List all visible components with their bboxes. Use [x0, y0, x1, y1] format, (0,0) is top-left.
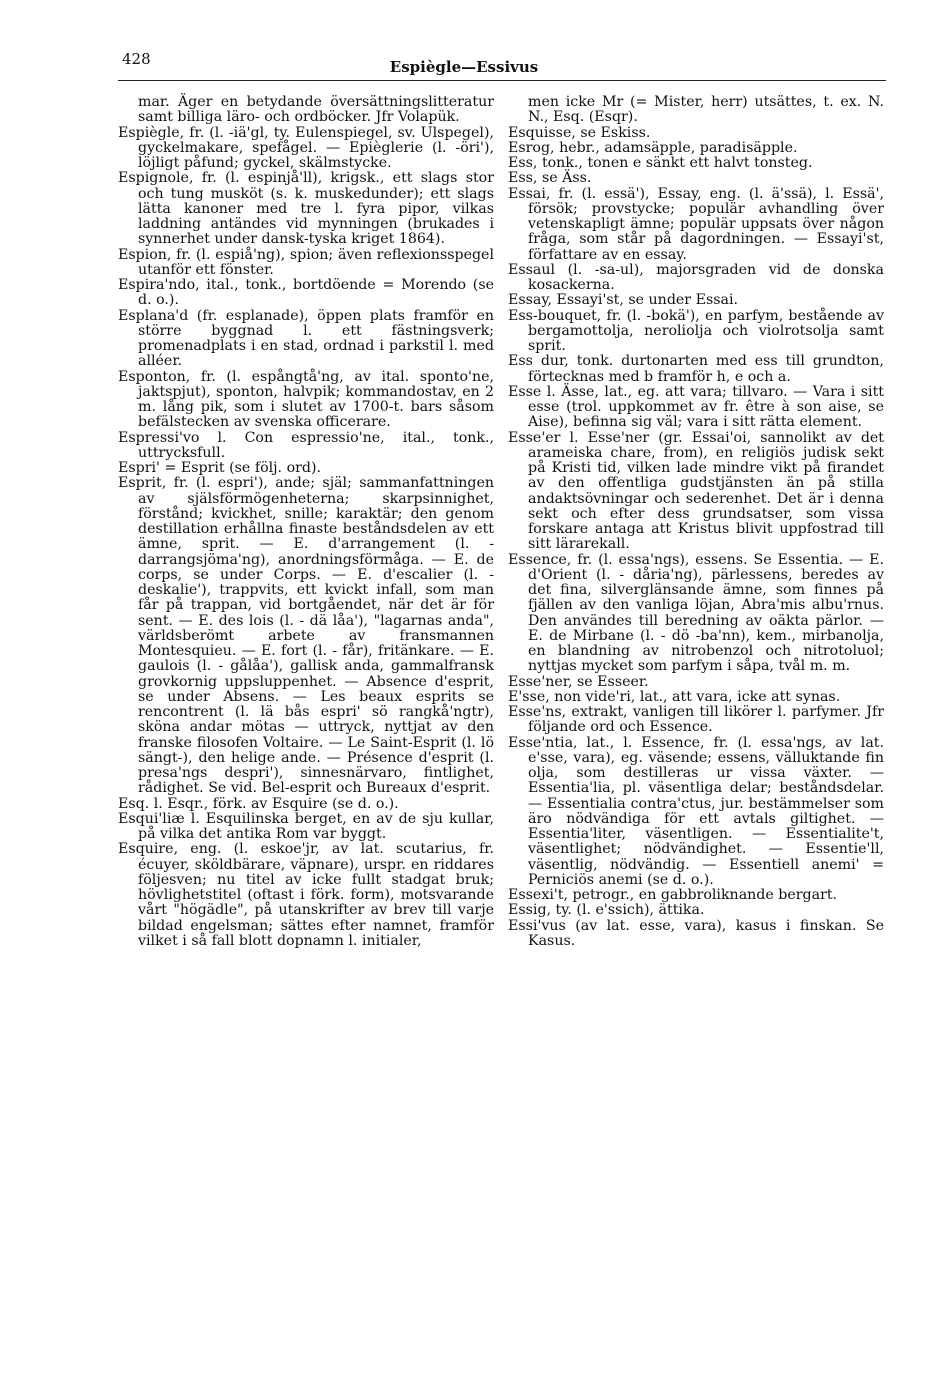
dictionary-entry: Essig, ty. (l. e'ssich), ättika.	[508, 902, 705, 919]
dictionary-entry: Ess, se Äss.	[508, 170, 592, 187]
dictionary-entry: Essai, fr. (l. essä'), Essay, eng. (l. ä'ssä), l. Essä', försök; provstycke; populär avhandling över vetenskapligt ämne; populär uppsats över någon fråga, som står på dagordningen. — Essayi'st, författare av en essay.	[508, 185, 884, 263]
dictionary-entry: Esse'ntia, lat., l. Essence, fr. (l. essa'ngs, av lat. e'sse, vara), eg. väsende; essens, välluktande fin olja, som destilleras ur vissa växter. — Essentia'lia, pl. väsentliga delar; beståndsdelar. — Essentialia contra'ctus, jur. bestämmelser som äro nödvändiga för ett avtals giltighet. — Essentia'liter, väsentligen. — Essentialite't, väsentlighet; nödvändighet. — Essentie'll, väsentlig, nödvändig. — Essentiell anemi' = Perniciös anemi (se d. o.).	[508, 734, 884, 888]
dictionary-entry: Espiègle, fr. (l. -iä'gl, ty. Eulenspiegel, sv. Ulspegel), gyckelmakare, spefågel. — Epièglerie (l. -öri'), löjligt påfund; gyckel, skälmstycke.	[118, 124, 494, 171]
dictionary-entry: Esquisse, se Eskiss.	[508, 124, 651, 141]
page-number: 428	[122, 50, 151, 68]
left-column	[118, 95, 494, 949]
dictionary-entry: Essence, fr. (l. essa'ngs), essens. Se Essentia. — E. d'Orient (l. - dåria'ng), pärlessens, beredes av det fina, silverglänsande ämne, som finnes på fjällen av den vanliga löjan, Abra'mis albu'rnus. Den användes till beredning av oäkta pärlor. — E. de Mirbane (l. - dö -ba'nn), kem., mirbanolja, en blandning av nitrobenzol och nitrotoluol; nyttjas mycket som parfym i såpa, tvål m. m.	[508, 551, 884, 675]
running-head: Espiègle—Essivus	[389, 58, 539, 76]
right-column	[508, 95, 884, 949]
dictionary-entry: Esponton, fr. (l. espångtå'ng, av ital. sponto'ne, jaktspjut), sponton, halvpik; kommandostav, en 2 m. lång pik, som i slutet av 1700-t. bars såsom befälstecken av svenska officerare.	[118, 368, 494, 431]
dictionary-entry: Essaul (l. -sa-ul), majorsgraden vid de donska kosackerna.	[508, 261, 884, 293]
dictionary-entry: Esprit, fr. (l. espri'), ande; själ; sammanfattningen av själsförmögenheterna; skarpsinnighet, förstånd; kvickhet, snille; karaktär; den genom destillation erhållna finaste beståndsdelen av ett ämne, sprit. — E. d'arrangement (l. - darrangsjöma'ng), anordningsförmåga. — E. de corps, se under Corps. — E. d'escalier (l. - deskalie'), trappvits, ett kvickt infall, som man får på trappan, vid bortgåendet, när det är för sent. — E. des lois (l. - dä låa'), "lagarnas anda", världsberömt arbete av fransmannen Montesquieu. — E. fort (l. - får), fritänkare. — E. gaulois (l. - gålåa'), gallisk anda, gammalfransk grovkornig uppsluppenhet. — Absence d'esprit, se under Absens. — Les beaux esprits se rencontrent (l. lä bås espri' sö rangkå'ngtr), sköna andar mötas — uttryck, nyttjat av den franske filosofen Voltaire. — Le Saint-Esprit (l. lö sängt-), den helige ande. — Présence d'esprit (l. presa'ngs despri'), sinnesnärvaro, fintlighet, rådighet. Se vid. Bel-esprit och Bureaux d'esprit.	[118, 475, 494, 797]
dictionary-entry: Esqui'liæ l. Esquilinska berget, en av de sju kullar, på vilka det antika Rom var byggt.	[118, 810, 494, 842]
dictionary-entry: Espira'ndo, ital., tonk., bortdöende = Morendo (se d. o.).	[118, 277, 494, 309]
dictionary-entry: Ess dur, tonk. durtonarten med ess till grundton, förtecknas med b framför h, e och a.	[508, 353, 884, 385]
dictionary-entry: Essi'vus (av lat. esse, vara), kasus i finskan. Se Kasus.	[508, 917, 884, 949]
dictionary-entry: Esse l. Ässe, lat., eg. att vara; tillvaro. — Vara i sitt esse (trol. uppkommet av fr. être à son aise, se Aise), befinna sig väl; vara i sitt rätta element.	[508, 383, 884, 431]
dictionary-entry: E'sse, non vide'ri, lat., att vara, icke att synas.	[508, 688, 841, 705]
dictionary-entry: Ess, tonk., tonen e sänkt ett halvt tonsteg.	[508, 155, 813, 171]
dictionary-entry: Esse'ner, se Esseer.	[508, 673, 649, 690]
dictionary-entry: Ess-bouquet, fr. (l. -bokä'), en parfym, bestående av bergamottolja, neroliolja och violrotsolja samt sprit.	[508, 307, 884, 354]
dictionary-entry: Esse'er l. Esse'ner (gr. Essai'oi, sannolikt av det arameiska chare, from), en religiös judisk sekt på Kristi tid, vilken lade mindre vikt på firandet av den offentliga gudstjänsten än på stilla andaktsövningar och sederenhet. Det är i denna sekt och efter dess grundsatser, som vissa forskare antaga att Kristus blivit uppfostrad till sitt lärarekall.	[508, 429, 884, 553]
dictionary-entry: Esrog, hebr., adamsäpple, paradisäpple.	[508, 139, 798, 156]
dictionary-entry: Espressi'vo l. Con espressio'ne, ital., tonk., uttrycksfull.	[118, 429, 494, 461]
header-rule	[118, 80, 886, 81]
dictionary-entry: mar. Äger en betydande översättningslitteratur samt billiga läro- och ordböcker. Jfr Volapük.	[138, 94, 494, 126]
dictionary-entry: Esq. l. Esqr., förk. av Esquire (se d. o.).	[118, 795, 399, 812]
dictionary-entry: Espignole, fr. (l. espinjå'll), krigsk., ett slags stor och tung musköt (s. k. muskedunder); ett slags lätta kanoner med tre l. fyra pipor, vilkas laddning antändes vid mynningen (brukades i synnerhet under dansk-tyska kriget 1864).	[118, 170, 494, 248]
dictionary-entry: Essay, Essayi'st, se under Essai.	[508, 292, 739, 309]
dictionary-entry: men icke Mr (= Mister, herr) utsättes, t. ex. N. N., Esq. (Esqr).	[528, 94, 884, 126]
dictionary-entry: Espri' = Esprit (se följ. ord).	[118, 460, 322, 476]
dictionary-entry: Esplana'd (fr. esplanade), öppen plats framför en större byggnad l. ett fästningsverk; promenadplats i en stad, ordnad i parkstil l. med alléer.	[118, 307, 494, 370]
dictionary-entry: Esquire, eng. (l. eskoe'jr, av lat. scutarius, fr. écuyer, sköldbärare, väpnare), urspr. en riddares följesven; nu titel av icke fullt stadgat bruk; hövlighetstitel (oftast i förk. form), motsvarande vårt "högädle", på utanskrifter av brev till varje bildad engelsman; sättes efter namnet, framför vilket i så fall blott dopnamn l. initialer,	[118, 841, 494, 949]
dictionary-entry: Essexi't, petrogr., en gabbroliknande bergart.	[508, 887, 838, 903]
dictionary-entry: Esse'ns, extrakt, vanligen till likörer l. parfymer. Jfr följande ord och Essence.	[508, 704, 884, 736]
dictionary-entry: Espion, fr. (l. espiå'ng), spion; även reflexionsspegel utanför ett fönster.	[118, 246, 494, 278]
